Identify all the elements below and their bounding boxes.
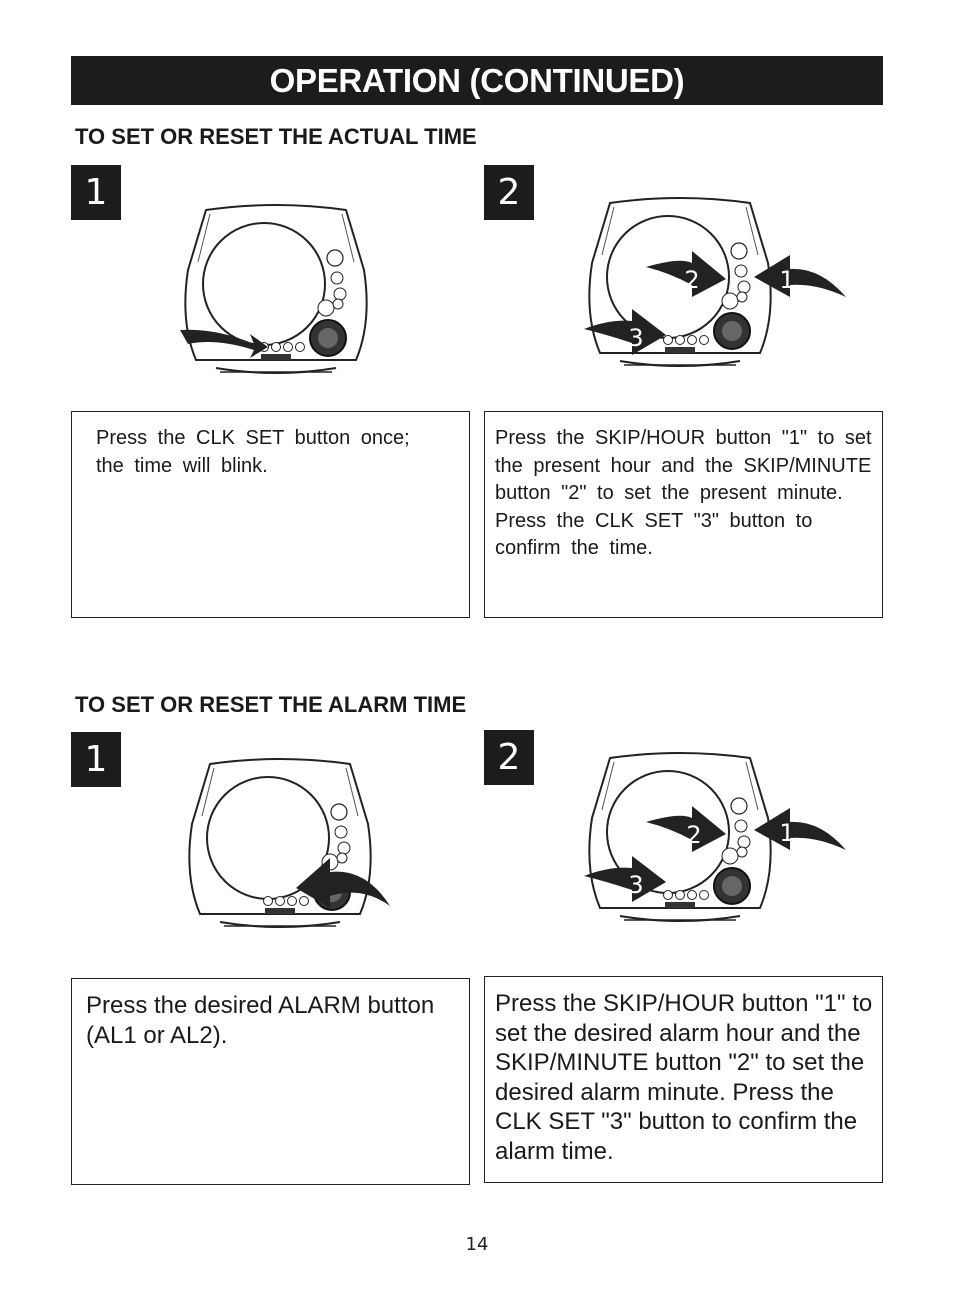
device-illustration-alarm-step2: [580, 750, 850, 932]
alarm-step1-badge: 1: [71, 732, 121, 787]
actual-step1-badge: 1: [71, 165, 121, 220]
alarm-step1-text: Press the desired ALARM button (AL1 or AL2).: [86, 992, 435, 1049]
actual-step1-textbox: [71, 411, 470, 618]
page-title: OPERATION (CONTINUED): [269, 62, 685, 99]
alarm-step1-textbox: [71, 978, 470, 1185]
device-illustration-actual-step1: [176, 202, 376, 384]
actual-callout-2: 2: [684, 266, 700, 294]
alarm-step2-textbox: [484, 976, 883, 1183]
actual-step2-text: Press the SKIP/HOUR button "1" to set the present hour and the SKIP/MINUTE button "2" to set the present minute. Press the CLK SET "3" button to confirm the time.: [495, 427, 872, 559]
alarm-callout-1: 1: [779, 819, 795, 847]
actual-step1-text: Press the CLK SET button once; the time will blink.: [96, 427, 410, 477]
device-illustration-actual-step2: [580, 195, 850, 377]
alarm-step2-badge: 2: [484, 730, 534, 785]
alarm-step2-text: Press the SKIP/HOUR button "1" to set the desired alarm hour and the SKIP/MINUTE button "2" to set the desired alarm minute. Press the CLK SET "3" button to confirm the alarm time.: [495, 990, 873, 1165]
page-title-banner: [71, 56, 883, 105]
actual-callout-3: 3: [628, 324, 644, 352]
actual-callout-1: 1: [779, 266, 795, 294]
actual-step2-badge: 2: [484, 165, 534, 220]
actual-time-heading: TO SET OR RESET THE ACTUAL TIME: [75, 124, 477, 149]
alarm-callout-3: 3: [628, 871, 644, 899]
page-number: 14: [465, 1234, 489, 1255]
alarm-time-heading: TO SET OR RESET THE ALARM TIME: [75, 692, 467, 717]
actual-step2-textbox: [484, 411, 883, 618]
device-illustration-alarm-step1: [180, 756, 395, 938]
alarm-callout-2: 2: [686, 821, 702, 849]
